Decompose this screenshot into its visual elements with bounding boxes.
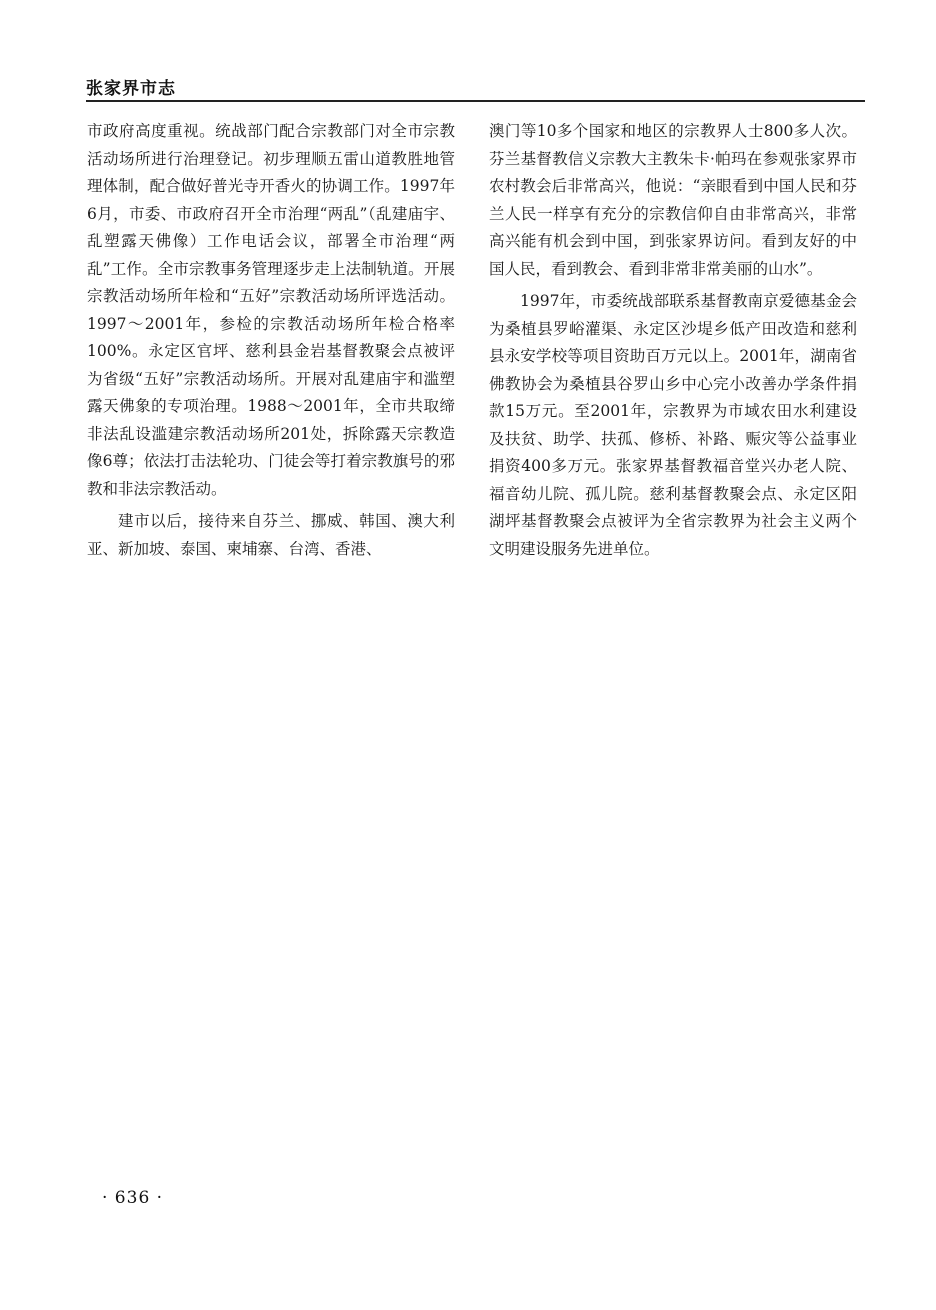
right-paragraph-1: 澳门等10多个国家和地区的宗教界人士800多人次。芬兰基督教信义宗教大主教朱卡·帕玛在参观张家界市农村教会后非常高兴，他说：“亲眼看到中国人民和芬兰人民一样享有充分的宗教信仰自由非常高兴，非常高兴能有机会到中国，到张家界访问。看到友好的中国人民，看到教会、看到非常非常美丽的山水”。 [489, 122, 857, 278]
right-paragraph-2: 1997年，市委统战部联系基督教南京爱德基金会为桑植县罗峪灌渠、永定区沙堤乡低产田改造和慈利县永安学校等项目资助百万元以上。2001年，湖南省佛教协会为桑植县谷罗山乡中心完小改善办学条件捐款15万元。至2001年，宗教界为市域农田水利建设及扶贫、助学、扶孤、修桥、补路、赈灾等公益事业捐资400多万元。张家界基督教福音堂兴办老人院、福音幼儿院、孤儿院。慈利基督教聚会点、永定区阳湖坪基督教聚会点被评为全省宗教界为社会主义两个文明建设服务先进单位。 [489, 292, 857, 558]
left-paragraph-2: 建市以后，接待来自芬兰、挪威、韩国、澳大利亚、新加坡、泰国、柬埔寨、台湾、香港、 [87, 512, 455, 558]
header-rule [86, 100, 865, 102]
page-number: · 636 · [102, 1188, 164, 1208]
running-head-title: 张家界市志 [86, 79, 176, 99]
left-paragraph-1: 市政府高度重视。统战部门配合宗教部门对全市宗教活动场所进行治理登记。初步理顺五雷山道教胜地管理体制，配合做好普光寺开香火的协调工作。1997年6月，市委、市政府召开全市治理“两乱”（乱建庙宇、乱塑露天佛像）工作电话会议，部署全市治理“两乱”工作。全市宗教事务管理逐步走上法制轨道。开展宗教活动场所年检和“五好”宗教活动场所评选活动。1997～2001年，参检的宗教活动场所年检合格率100%。永定区官坪、慈利县金岩基督教聚会点被评为省级“五好”宗教活动场所。开展对乱建庙宇和滥塑露天佛象的专项治理。1988～2001年，全市共取缔非法乱设滥建宗教活动场所201处，拆除露天宗教造像6尊；依法打击法轮功、门徒会等打着宗教旗号的邪教和非法宗教活动。 [87, 122, 455, 498]
left-text-column [87, 118, 455, 563]
right-text-column [489, 118, 857, 563]
